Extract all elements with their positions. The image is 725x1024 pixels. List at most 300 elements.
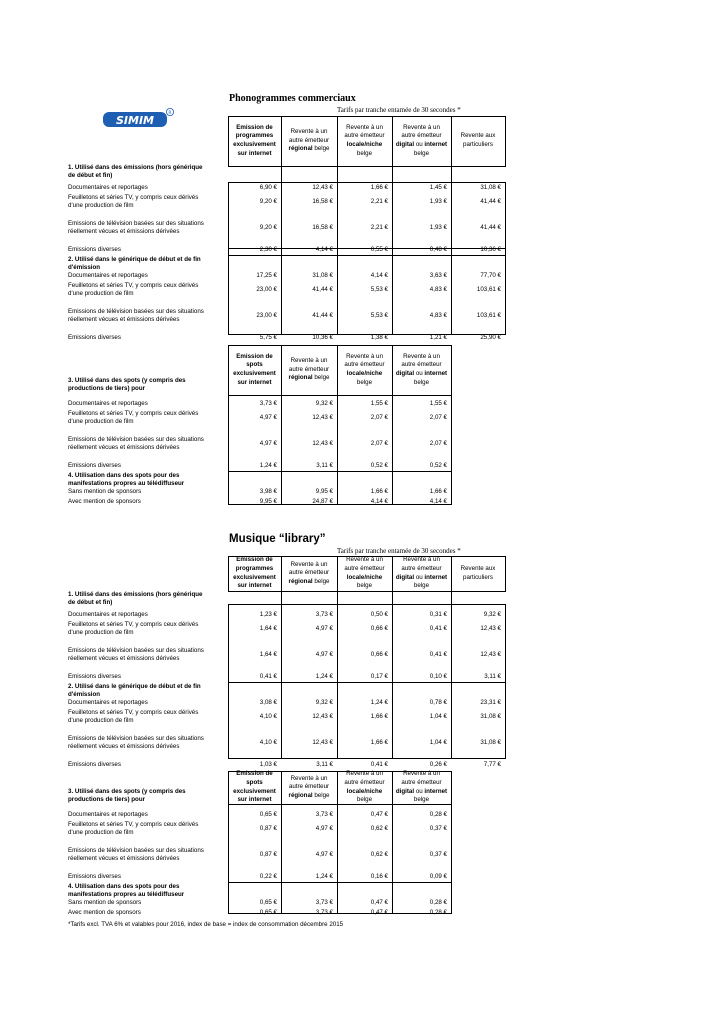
column-header-regional <box>281 116 337 166</box>
header-text: autre émetteur <box>344 361 385 369</box>
cell-value: 3,73 € <box>315 811 333 818</box>
cell-value: 0,62 € <box>370 825 388 832</box>
cell-value: 9,32 € <box>315 699 333 706</box>
group-heading: 2. Utilisé dans le générique de début et de fin <box>68 256 201 263</box>
cell-value: 4,83 € <box>429 312 447 319</box>
column-header-digital <box>392 771 451 804</box>
column-header-emission_prog <box>228 116 281 166</box>
header-text: belge <box>312 145 330 153</box>
header-text: Revente à un <box>346 770 383 778</box>
cell-value: 0,31 € <box>429 611 447 618</box>
row-label: réellement vécues et émissions dérivées <box>68 855 180 862</box>
column-header-locale <box>337 116 392 166</box>
cell-value: 0,22 € <box>259 873 277 880</box>
cell-value: 0,17 € <box>370 673 388 680</box>
header-text: sur internet <box>237 582 272 590</box>
header-text: locale/niche <box>346 141 383 148</box>
column-header-digital <box>392 116 451 166</box>
cell-value: 31,08 € <box>480 184 501 191</box>
column-header-digital <box>392 345 451 395</box>
group-heading: de début et fin) <box>68 172 113 179</box>
cell-value: 9,32 € <box>483 611 501 618</box>
header-text: internet <box>424 787 448 795</box>
table-column-rule <box>281 345 282 504</box>
header-text: exclusivement <box>233 573 276 581</box>
header-text: belge <box>312 577 330 585</box>
cell-value: 1,66 € <box>370 713 388 720</box>
row-label: Emissions diverses <box>68 873 121 880</box>
table-column-rule <box>392 556 393 758</box>
cell-value: 1,21 € <box>429 334 447 341</box>
cell-value: 1,66 € <box>429 488 447 495</box>
cell-value: 4,97 € <box>315 825 333 832</box>
header-text: internet <box>424 370 448 377</box>
column-header-emission_prog <box>228 556 281 591</box>
cell-value: 3,73 € <box>315 611 333 618</box>
cell-value: 0,28 € <box>429 811 447 818</box>
header-text: spots <box>246 778 263 786</box>
header-text: Emission de <box>236 123 273 131</box>
column-header-locale <box>337 345 392 395</box>
cell-value: 3,73 € <box>315 909 333 916</box>
cell-value: 0,41 € <box>429 625 447 632</box>
cell-value: 41,44 € <box>312 286 333 293</box>
cell-value: 31,08 € <box>480 739 501 746</box>
header-text: belge <box>312 791 330 799</box>
group-heading: 3. Utilisé dans des spots (y compris des <box>68 788 186 795</box>
column-header-locale <box>337 771 392 804</box>
table-column-rule <box>281 556 282 758</box>
cell-value: 12,43 € <box>312 440 333 447</box>
header-text: belge <box>356 378 373 386</box>
table-column-rule <box>337 116 338 334</box>
cell-value: 1,55 € <box>429 400 447 407</box>
cell-value: 16,58 € <box>312 198 333 205</box>
group-separator <box>228 471 451 472</box>
cell-value: 5,53 € <box>370 312 388 319</box>
row-label: réellement vécues et émissions dérivées <box>68 228 180 235</box>
cell-value: 9,20 € <box>259 198 277 205</box>
group-separator <box>228 882 451 883</box>
header-text: digital <box>395 141 415 148</box>
cell-value: 1,04 € <box>429 713 447 720</box>
group-heading: manifestations propres au télédiffuseur <box>68 891 185 898</box>
cell-value: 0,41 € <box>259 673 277 680</box>
header-text: programmes <box>235 564 274 572</box>
cell-value: 0,28 € <box>429 909 447 916</box>
cell-value: 0,47 € <box>370 811 388 818</box>
cell-value: 0,62 € <box>370 851 388 858</box>
svg-text:R: R <box>168 111 172 116</box>
header-text: sur internet <box>237 378 272 386</box>
cell-value: 4,83 € <box>429 286 447 293</box>
table-column-rule <box>337 345 338 504</box>
header-text: ou <box>414 573 425 581</box>
cell-value: 31,08 € <box>312 272 333 279</box>
cell-value: 3,73 € <box>259 400 277 407</box>
tarifs-note: Tarifs par tranche entamée de 30 secondes * <box>337 106 461 114</box>
cell-value: 1,64 € <box>259 625 277 632</box>
cell-value: 25,90 € <box>480 334 501 341</box>
cell-value: 0,78 € <box>429 699 447 706</box>
header-text: Revente à un <box>290 774 328 782</box>
cell-value: 5,75 € <box>259 334 277 341</box>
cell-value: 0,16 € <box>370 873 388 880</box>
cell-value: 0,87 € <box>259 851 277 858</box>
cell-value: 2,07 € <box>429 440 447 447</box>
cell-value: 3,98 € <box>259 488 277 495</box>
cell-value: 0,28 € <box>429 899 447 906</box>
header-text: digital <box>395 787 415 795</box>
column-header-regional <box>281 345 337 395</box>
header-text: belge <box>413 582 430 590</box>
header-text: régional <box>288 374 313 382</box>
cell-value: 4,97 € <box>259 414 277 421</box>
row-label: Emissions de télévision basées sur des situations <box>68 436 204 443</box>
cell-value: 16,58 € <box>312 224 333 231</box>
cell-value: 0,87 € <box>259 825 277 832</box>
table-column-rule <box>392 771 393 913</box>
cell-value: 4,14 € <box>370 498 388 505</box>
cell-value: 0,52 € <box>429 462 447 469</box>
cell-value: 0,37 € <box>429 851 447 858</box>
cell-value: 1,24 € <box>259 462 277 469</box>
group-separator <box>228 248 505 249</box>
cell-value: 12,43 € <box>480 625 501 632</box>
cell-value: 2,07 € <box>429 414 447 421</box>
row-label: Documentaires et reportages <box>68 611 148 618</box>
cell-value: 0,66 € <box>370 625 388 632</box>
cell-value: 24,87 € <box>312 498 333 505</box>
cell-value: 0,55 € <box>370 246 388 253</box>
section-title: Phonogrammes commerciaux <box>229 93 356 104</box>
row-label: Emissions diverses <box>68 761 121 768</box>
cell-value: 0,47 € <box>370 909 388 916</box>
row-label: Emissions diverses <box>68 334 121 341</box>
cell-value: 10,36 € <box>312 334 333 341</box>
cell-value: 4,97 € <box>259 440 277 447</box>
row-label: Feuilletons et séries TV, y compris ceux dérivés <box>68 410 199 417</box>
row-label: Emissions de télévision basées sur des situations <box>68 735 204 742</box>
group-separator <box>228 682 505 683</box>
table-column-rule <box>337 556 338 758</box>
header-text: exclusivement <box>233 370 276 377</box>
cell-value: 3,08 € <box>259 699 277 706</box>
row-label: Emissions de télévision basées sur des situations <box>68 220 204 227</box>
cell-value: 12,43 € <box>480 651 501 658</box>
row-label: Avec mention de sponsors <box>68 909 141 916</box>
header-text: sur internet <box>237 796 272 804</box>
table-body-box <box>228 804 452 914</box>
header-text: Emission de <box>236 556 273 564</box>
cell-value: 0,41 € <box>370 761 388 768</box>
cell-value: 4,14 € <box>315 246 333 253</box>
header-text: Revente à un <box>346 556 383 564</box>
cell-value: 12,43 € <box>312 184 333 191</box>
row-label: réellement vécues et émissions dérivées <box>68 655 180 662</box>
header-text: internet <box>424 573 448 581</box>
group-heading: productions de tiers) pour <box>68 385 146 392</box>
group-heading: d'émission <box>68 264 101 271</box>
cell-value: 4,14 € <box>370 272 388 279</box>
cell-value: 10,36 € <box>480 246 501 253</box>
column-header-digital <box>392 556 451 591</box>
cell-value: 9,20 € <box>259 224 277 231</box>
cell-value: 1,04 € <box>429 739 447 746</box>
group-heading: manifestations propres au télédiffuseur <box>68 480 185 487</box>
row-label: d'une production de film <box>68 418 134 425</box>
cell-value: 4,97 € <box>315 651 333 658</box>
row-label: Emissions diverses <box>68 673 121 680</box>
cell-value: 1,93 € <box>429 198 447 205</box>
cell-value: 41,44 € <box>480 198 501 205</box>
cell-value: 4,10 € <box>259 739 277 746</box>
row-label: d'une production de film <box>68 717 134 724</box>
cell-value: 0,09 € <box>429 873 447 880</box>
logo-text: SIMIM <box>115 114 155 127</box>
row-label: Emissions de télévision basées sur des situations <box>68 647 204 654</box>
header-text: locale/niche <box>346 573 383 581</box>
header-text: ou <box>414 370 425 377</box>
cell-value: 1,24 € <box>370 699 388 706</box>
header-text: locale/niche <box>346 787 383 795</box>
header-text: Revente à un <box>346 123 383 131</box>
header-text: belge <box>413 149 430 157</box>
header-text: Emission de <box>236 352 273 360</box>
row-label: Documentaires et reportages <box>68 811 148 818</box>
header-text: belge <box>356 582 373 590</box>
cell-value: 1,24 € <box>315 673 333 680</box>
column-header-regional <box>281 771 337 804</box>
group-heading: 1. Utilisé dans des émissions (hors générique <box>68 164 203 171</box>
cell-value: 2,21 € <box>370 198 388 205</box>
header-text: Revente à un <box>403 352 440 360</box>
column-header-emission_spots <box>228 771 281 804</box>
cell-value: 4,14 € <box>429 498 447 505</box>
cell-value: 17,25 € <box>256 272 277 279</box>
cell-value: 2,30 € <box>259 246 277 253</box>
cell-value: 2,07 € <box>370 414 388 421</box>
cell-value: 6,90 € <box>259 184 277 191</box>
header-text: Revente à un <box>290 128 328 136</box>
cell-value: 1,64 € <box>259 651 277 658</box>
header-text: autre émetteur <box>288 365 330 373</box>
cell-value: 1,66 € <box>370 184 388 191</box>
cell-value: 1,66 € <box>370 488 388 495</box>
table-column-rule <box>337 771 338 913</box>
column-header-locale <box>337 556 392 591</box>
cell-value: 41,44 € <box>480 224 501 231</box>
table-column-rule <box>281 116 282 334</box>
row-label: Documentaires et reportages <box>68 272 148 279</box>
cell-value: 1,24 € <box>315 873 333 880</box>
header-text: autre émetteur <box>288 136 330 144</box>
header-text: belge <box>413 796 430 804</box>
header-text: Emission de <box>236 770 273 778</box>
group-heading: 1. Utilisé dans des émissions (hors générique <box>68 591 203 598</box>
cell-value: 2,07 € <box>370 440 388 447</box>
cell-value: 0,48 € <box>429 246 447 253</box>
row-label: Feuilletons et séries TV, y compris ceux dérivés <box>68 709 199 716</box>
header-text: autre émetteur <box>344 778 385 786</box>
header-text: régional <box>288 145 313 153</box>
column-header-particuliers <box>451 556 505 591</box>
cell-value: 1,23 € <box>259 611 277 618</box>
header-text: locale/niche <box>346 370 383 377</box>
header-text: programmes <box>235 132 274 140</box>
header-text: Revente aux <box>460 564 496 572</box>
header-text: Revente à un <box>403 123 440 131</box>
cell-value: 0,47 € <box>370 899 388 906</box>
header-text: digital <box>395 370 415 377</box>
cell-value: 2,21 € <box>370 224 388 231</box>
row-label: Feuilletons et séries TV, y compris ceux dérivés <box>68 821 199 828</box>
cell-value: 1,55 € <box>370 400 388 407</box>
cell-value: 12,43 € <box>312 414 333 421</box>
cell-value: 4,97 € <box>315 851 333 858</box>
header-text: Revente à un <box>403 770 440 778</box>
group-heading: d'émission <box>68 691 101 698</box>
row-label: d'une production de film <box>68 629 134 636</box>
cell-value: 0,65 € <box>259 811 277 818</box>
cell-value: 12,43 € <box>312 739 333 746</box>
table-column-rule <box>392 345 393 504</box>
cell-value: 7,77 € <box>483 761 501 768</box>
table-column-rule <box>451 116 452 334</box>
row-label: Feuilletons et séries TV, y compris ceux dérivés <box>68 621 199 628</box>
tarifs-note: Tarifs par tranche entamée de 30 secondes * <box>337 547 461 555</box>
row-label: Emissions diverses <box>68 462 121 469</box>
cell-value: 9,95 € <box>259 498 277 505</box>
header-text: autre émetteur <box>344 564 385 572</box>
header-text: régional <box>288 577 313 585</box>
header-text: belge <box>356 796 373 804</box>
table-column-rule <box>281 771 282 913</box>
row-label: Sans mention de sponsors <box>68 488 142 495</box>
group-heading: 2. Utilisé dans le générique de début et de fin <box>68 683 201 690</box>
header-text: internet <box>424 141 448 148</box>
cell-value: 41,44 € <box>312 312 333 319</box>
cell-value: 3,11 € <box>316 761 333 768</box>
table-column-rule <box>451 556 452 758</box>
column-header-emission_spots <box>228 345 281 395</box>
header-text: ou <box>414 787 425 795</box>
row-label: Feuilletons et séries TV, y compris ceux dérivés <box>68 194 199 201</box>
group-heading: productions de tiers) pour <box>68 796 146 803</box>
column-header-regional <box>281 556 337 591</box>
cell-value: 0,52 € <box>370 462 388 469</box>
cell-value: 77,70 € <box>480 272 501 279</box>
header-text: belge <box>356 149 373 157</box>
cell-value: 0,50 € <box>370 611 388 618</box>
cell-value: 3,11 € <box>484 673 501 680</box>
row-label: Feuilletons et séries TV, y compris ceux dérivés <box>68 282 199 289</box>
cell-value: 23,00 € <box>256 286 277 293</box>
header-text: exclusivement <box>233 787 276 795</box>
cell-value: 4,10 € <box>259 713 277 720</box>
header-text: autre émetteur <box>401 564 442 572</box>
footnote: *Tarifs excl. TVA 6% et valables pour 2016, index de base = index de consommation décembre 2015 <box>68 921 344 928</box>
cell-value: 0,66 € <box>370 651 388 658</box>
section-title: Musique “library” <box>229 533 326 545</box>
row-label: Emissions de télévision basées sur des situations <box>68 308 204 315</box>
group-heading: 4. Utilisation dans des spots pour des <box>68 472 180 479</box>
cell-value: 1,93 € <box>429 224 447 231</box>
cell-value: 4,97 € <box>315 625 333 632</box>
header-text: Revente à un <box>346 352 383 360</box>
row-label: d'une production de film <box>68 290 134 297</box>
row-label: Documentaires et reportages <box>68 699 148 706</box>
row-label: Documentaires et reportages <box>68 400 148 407</box>
row-label: réellement vécues et émissions dérivées <box>68 316 180 323</box>
cell-value: 0,65 € <box>259 909 277 916</box>
group-heading: de début et fin) <box>68 599 113 606</box>
cell-value: 103,61 € <box>476 312 501 319</box>
group-separator <box>228 255 505 256</box>
header-text: autre émetteur <box>288 569 330 577</box>
cell-value: 103,61 € <box>476 286 501 293</box>
cell-value: 0,10 € <box>429 673 447 680</box>
row-label: réellement vécues et émissions dérivées <box>68 444 180 451</box>
cell-value: 3,63 € <box>429 272 447 279</box>
cell-value: 23,31 € <box>480 699 501 706</box>
row-label: Emissions de télévision basées sur des situations <box>68 847 204 854</box>
group-heading: 4. Utilisation dans des spots pour des <box>68 883 180 890</box>
header-text: belge <box>413 378 430 386</box>
cell-value: 1,45 € <box>429 184 447 191</box>
cell-value: 1,38 € <box>370 334 388 341</box>
header-text: autre émetteur <box>401 361 442 369</box>
header-text: digital <box>395 573 415 581</box>
header-text: autre émetteur <box>288 783 330 791</box>
table-column-rule <box>392 116 393 334</box>
header-text: autre émetteur <box>401 132 442 140</box>
row-label: d'une production de film <box>68 829 134 836</box>
header-text: Revente à un <box>403 556 440 564</box>
group-heading: 3. Utilisé dans des spots (y compris des <box>68 377 186 384</box>
cell-value: 3,11 € <box>316 462 333 469</box>
header-text: régional <box>288 791 313 799</box>
cell-value: 31,08 € <box>480 713 501 720</box>
cell-value: 0,41 € <box>429 651 447 658</box>
cell-value: 3,73 € <box>315 899 333 906</box>
cell-value: 0,65 € <box>259 899 277 906</box>
header-text: particuliers <box>463 141 493 148</box>
row-label: Avec mention de sponsors <box>68 498 141 505</box>
column-header-particuliers <box>451 116 505 166</box>
simim-logo <box>103 107 175 131</box>
header-text: Revente aux <box>460 132 496 140</box>
header-text: spots <box>246 361 263 369</box>
row-label: réellement vécues et émissions dérivées <box>68 743 180 750</box>
cell-value: 0,37 € <box>429 825 447 832</box>
cell-value: 1,66 € <box>370 739 388 746</box>
cell-value: 12,43 € <box>312 713 333 720</box>
cell-value: 0,26 € <box>429 761 447 768</box>
header-text: particuliers <box>463 573 493 581</box>
header-text: autre émetteur <box>401 778 442 786</box>
row-label: Sans mention de sponsors <box>68 899 142 906</box>
header-text: ou <box>414 141 425 148</box>
header-text: belge <box>312 374 330 382</box>
cell-value: 9,95 € <box>315 488 333 495</box>
header-text: exclusivement <box>233 141 276 148</box>
row-label: d'une production de film <box>68 202 134 209</box>
header-text: Revente à un <box>290 560 328 568</box>
row-label: Emissions diverses <box>68 246 121 253</box>
header-text: sur internet <box>237 149 272 157</box>
header-text: autre émetteur <box>344 132 385 140</box>
